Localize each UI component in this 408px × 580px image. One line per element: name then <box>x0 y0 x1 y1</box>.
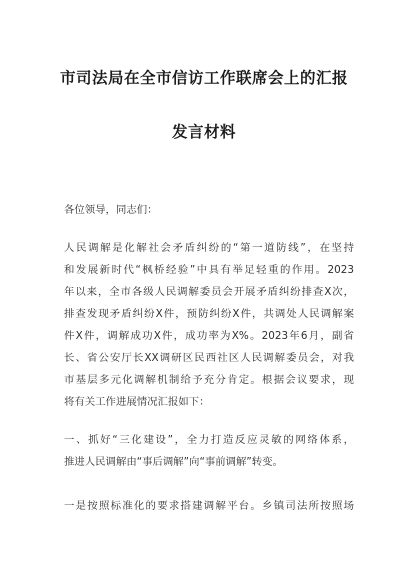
paragraph-1-line: 长、省公安厅长XX调研区民西社区人民调解委员会，对我 <box>64 352 354 364</box>
paragraph-1-line: 和发展新时代“枫桥经验”中具有举足轻重的作用。2023 <box>64 264 354 276</box>
paragraph-1-line: 人民调解是化解社会矛盾纠纷的“第一道防线”，在坚持 <box>64 242 354 254</box>
paragraph-1-line: 件X件，调解成功X件，成功率为X%。2023年6月，副省 <box>64 330 354 342</box>
paragraph-2-line: 一是按照标准化的要求搭建调解平台。乡镇司法所按照场 <box>64 500 354 512</box>
paragraph-1-line: 年以来，全市各级人民调解委员会开展矛盾纠纷排查X次， <box>64 286 354 298</box>
paragraph-1-line: 排查发现矛盾纠纷X件，预防纠纷X件，共调处人民调解案 <box>64 308 354 320</box>
document-title-line-2: 发言材料 <box>171 123 236 141</box>
section-1-line: 推进人民调解由“事后调解”向“事前调解”转变。 <box>64 456 283 468</box>
salutation: 各位领导，同志们： <box>64 204 158 216</box>
section-1-line: 一、抓好“三化建设”，全力打造反应灵敏的网络体系， <box>64 434 354 446</box>
paragraph-1-line: 市基层多元化调解机制给予充分肯定。根据会议要求，现 <box>64 374 354 386</box>
paragraph-1-line: 将有关工作进展情况汇报如下： <box>64 396 210 408</box>
document-title-line-1: 市司法局在全市信访工作联席会上的汇报 <box>59 69 348 87</box>
